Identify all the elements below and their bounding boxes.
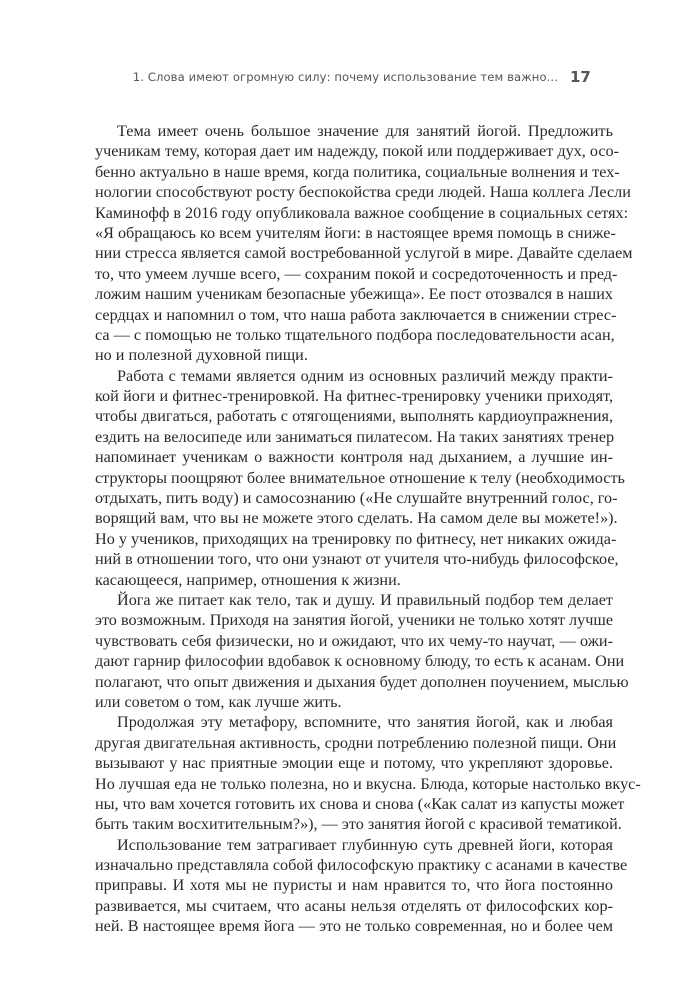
text-line: Работа с темами является одним из основных различий между практи- [117, 366, 613, 385]
running-header [0, 70, 600, 90]
text-line: нологии способствуют росту беспокойства среди людей. Наша коллега Лесли [95, 183, 631, 202]
text-line: приправы. И хотя мы не пуристы и нам нравится то, что йога постоянно [95, 876, 613, 895]
paragraph [95, 121, 633, 366]
text-line: сердцах и напомнил о том, что наша работа заключается в снижении стрес- [95, 305, 617, 324]
text-line: Каминофф в 2016 году опубликовала важное сообщение в социальных сетях: [95, 203, 629, 222]
text-line: бенно актуально в наше время, когда политика, социальные волнения и тех- [95, 162, 620, 181]
text-line: Но у учеников, приходящих на тренировку по фитнесу, нет никаких ожида- [95, 529, 617, 548]
paragraph [95, 590, 629, 712]
text-line: но и полезной духовной пищи. [95, 346, 308, 365]
text-line: Но лучшая еда не только полезна, но и вкусна. Блюда, которые настолько вкус- [95, 774, 641, 793]
text-line: структоры поощряют более внимательное отношение к телу (необходимость [95, 468, 625, 487]
paragraph [95, 835, 628, 937]
text-line: ны, что вам хочется готовить их снова и снова («Как салат из капусты может [95, 794, 625, 813]
text-line: другая двигательная активность, сродни потреблению полезной пищи. Они [95, 733, 617, 752]
paragraph [95, 366, 625, 590]
text-line: Йога же питает как тело, так и душу. И правильный подбор тем делает [117, 590, 613, 609]
text-line: вызывают у нас приятные эмоции еще и потому, что укрепляют здоровье. [95, 754, 613, 773]
body-text [95, 121, 641, 937]
text-line: изначально представляла собой философскую практику с асанами в качестве [95, 856, 628, 875]
text-line: ней. В настоящее время йога — это не только современная, но и более чем [95, 917, 613, 936]
text-line: чувствовать себя физически, но и ожидают, что их чему-то научат, — ожи- [95, 631, 613, 650]
text-line: Тема имеет очень большое значение для занятий йогой. Предложить [117, 122, 613, 140]
paragraph [95, 712, 641, 834]
text-line: или советом о том, как лучше жить. [95, 692, 342, 711]
text-line: касающееся, например, отношения к жизни. [95, 570, 401, 589]
text-line: быть таким восхитительным?»), — это занятия йогой с красивой тематикой. [95, 815, 622, 834]
text-line: отдыхать, пить воду) и самосознанию («Не слушайте внутренний голос, го- [95, 489, 618, 508]
text-line: Использование тем затрагивает глубинную суть древней йоги, которая [117, 835, 613, 854]
page-number: 17 [570, 68, 591, 86]
text-line: развивается, мы считаем, что асаны нельзя отделять от философских кор- [95, 896, 613, 915]
text-line: чтобы двигаться, работать с отягощениями, выполнять кардиоупражнения, [95, 407, 613, 426]
text-line: ложим нашим ученикам безопасные убежища». Ее пост отозвался в наших [95, 285, 613, 304]
text-line: полагают, что опыт движения и дыхания будет дополнен поучением, мыслью [95, 672, 629, 691]
text-line: напоминает ученикам о важности контроля над дыханием, а лучшие ин- [95, 448, 613, 467]
text-line: Продолжая эту метафору, вспомните, что занятия йогой, как и любая [117, 713, 613, 732]
text-line: это возможным. Приходя на занятия йогой, ученики не только хотят лучше [95, 611, 614, 630]
text-line: дают гарнир философии вдобавок к основному блюду, то есть к асанам. Они [95, 652, 625, 671]
text-line: ний в отношении того, что они узнают от учителя что-нибудь философское, [95, 550, 619, 569]
text-line: ездить на велосипеде или заниматься пилатесом. На таких занятиях тренер [95, 427, 615, 446]
text-line: ученикам тему, которая дает им надежду, покой или поддерживает дух, осо- [95, 142, 620, 161]
text-line: ворящий вам, что вы не можете этого сделать. На самом деле вы можете!»). [95, 509, 618, 528]
chapter-title: 1. Слова имеют огромную силу: почему использование тем важно... [132, 70, 558, 84]
text-line: са — с помощью не только тщательного подбора последовательности асан, [95, 325, 615, 344]
text-line: нии стресса является самой востребованной услугой в мире. Давайте сделаем [95, 244, 633, 263]
text-line: кой йоги и фитнес-тренировкой. На фитнес-тренировку ученики приходят, [95, 387, 613, 406]
text-line: «Я обращаюсь ко всем учителям йоги: в настоящее время помощь в сниже- [95, 223, 616, 242]
text-line: то, что умеем лучше всего, — сохраним покой и сосредоточенность и пред- [95, 264, 618, 283]
